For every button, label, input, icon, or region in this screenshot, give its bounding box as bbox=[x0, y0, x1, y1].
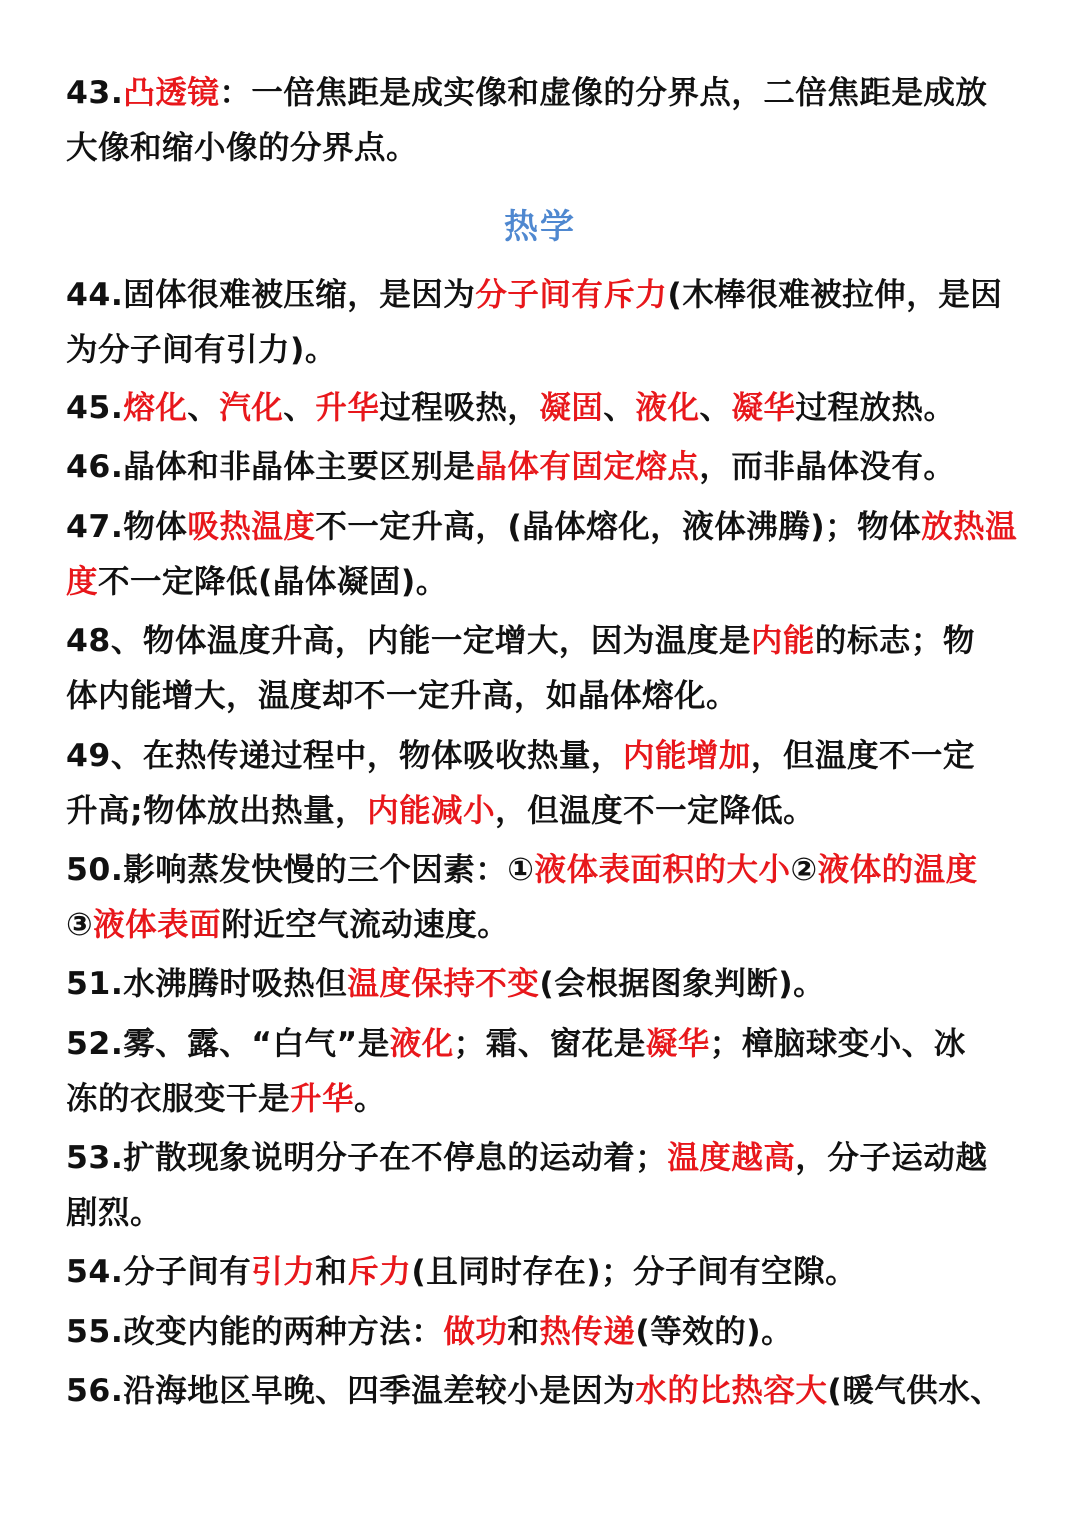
body-text: 。 bbox=[354, 1081, 387, 1117]
text-line bbox=[66, 66, 1016, 121]
text-line bbox=[66, 957, 1016, 1012]
item-47 bbox=[66, 500, 1016, 610]
body-text: 冻的衣服变干是 bbox=[66, 1081, 291, 1117]
item-45 bbox=[66, 381, 1016, 436]
body-text: 为分子间有引力)。 bbox=[66, 332, 337, 368]
highlight-text: 分子间有斥力 bbox=[475, 277, 668, 313]
body-text: 大像和缩小像的分界点。 bbox=[66, 130, 419, 166]
highlight-text: 温度越高 bbox=[667, 1140, 796, 1176]
highlight-text: 液体表面 bbox=[93, 907, 222, 943]
text-line bbox=[66, 1072, 1016, 1127]
body-text: 、 bbox=[699, 390, 732, 426]
body-text: 44.固体很难被压缩，是因为 bbox=[66, 277, 476, 313]
text-line bbox=[66, 555, 1016, 610]
body-text: 过程放热。 bbox=[795, 390, 956, 426]
body-text: ，但温度不一定降低。 bbox=[495, 793, 816, 829]
body-text: 51.水沸腾时吸热但 bbox=[66, 966, 348, 1002]
body-text: (会根据图象判断)。 bbox=[539, 966, 826, 1002]
item-51 bbox=[66, 957, 1016, 1012]
text-line bbox=[66, 1131, 1016, 1186]
highlight-text: 内能减小 bbox=[367, 793, 496, 829]
text-line bbox=[66, 1186, 1016, 1241]
text-line bbox=[66, 898, 1016, 953]
body-text: ，分子运动越 bbox=[795, 1140, 988, 1176]
highlight-text: 晶体有固定熔点 bbox=[475, 449, 700, 485]
highlight-text: 凝固 bbox=[539, 390, 604, 426]
text-line bbox=[66, 784, 1016, 839]
body-text: (暖气供水、 bbox=[827, 1373, 1003, 1409]
body-text: 54.分子间有 bbox=[66, 1254, 252, 1290]
body-text: (且同时存在)；分子间有空隙。 bbox=[411, 1254, 858, 1290]
text-line bbox=[66, 1364, 1016, 1419]
item-56 bbox=[66, 1364, 1016, 1419]
body-text: 不一定升高，(晶体熔化，液体沸腾)；物体 bbox=[315, 509, 922, 545]
body-text: 50.影响蒸发快慢的三个因素：① bbox=[66, 852, 535, 888]
highlight-text: 液化 bbox=[389, 1026, 454, 1062]
item-46 bbox=[66, 440, 1016, 495]
body-text: 46.晶体和非晶体主要区别是 bbox=[66, 449, 476, 485]
body-text: 附近空气流动速度。 bbox=[221, 907, 510, 943]
section-title-heat: 热学 bbox=[504, 207, 576, 247]
body-text: ，而非晶体没有。 bbox=[699, 449, 956, 485]
text-line bbox=[66, 1305, 1016, 1360]
body-text: 、 bbox=[603, 390, 636, 426]
body-text: 剧烈。 bbox=[66, 1195, 163, 1231]
highlight-text: 放热温 bbox=[921, 509, 1018, 545]
body-text: 升高;物体放出热量， bbox=[66, 793, 368, 829]
body-text: 过程吸热， bbox=[379, 390, 540, 426]
highlight-text: 汽化 bbox=[219, 390, 284, 426]
body-text: (等效的)。 bbox=[635, 1314, 794, 1350]
body-text: 体内能增大，温度却不一定升高，如晶体熔化。 bbox=[66, 678, 739, 714]
item-43 bbox=[66, 66, 1016, 176]
body-text: ；霜、窗花是 bbox=[453, 1026, 646, 1062]
text-line bbox=[66, 669, 1016, 724]
highlight-text: 吸热温度 bbox=[187, 509, 316, 545]
body-text: 56.沿海地区早晚、四季温差较小是因为 bbox=[66, 1373, 636, 1409]
body-text: 不一定降低(晶体凝固)。 bbox=[98, 564, 448, 600]
item-44 bbox=[66, 268, 1016, 378]
text-line bbox=[66, 843, 1016, 898]
highlight-text: 内能 bbox=[750, 623, 815, 659]
text-line bbox=[66, 614, 1016, 669]
text-line bbox=[66, 1245, 1016, 1300]
body-text: 、 bbox=[283, 390, 316, 426]
highlight-text: 熔化 bbox=[123, 390, 188, 426]
body-text: ：一倍焦距是成实像和虚像的分界点，二倍焦距是成放 bbox=[219, 75, 988, 111]
text-line bbox=[66, 268, 1016, 323]
item-52 bbox=[66, 1017, 1016, 1127]
body-text: ；樟脑球变小、冰 bbox=[709, 1026, 966, 1062]
highlight-text: 升华 bbox=[315, 390, 380, 426]
text-line bbox=[66, 729, 1016, 784]
body-text: 和 bbox=[315, 1254, 348, 1290]
body-text: 、 bbox=[187, 390, 220, 426]
text-line bbox=[66, 440, 1016, 495]
item-50 bbox=[66, 843, 1016, 953]
body-text: 55.改变内能的两种方法： bbox=[66, 1314, 444, 1350]
highlight-text: 凝华 bbox=[731, 390, 796, 426]
highlight-text: 斥力 bbox=[347, 1254, 412, 1290]
body-text: 的标志；物 bbox=[814, 623, 975, 659]
highlight-text: 热传递 bbox=[539, 1314, 636, 1350]
body-text: 48、物体温度升高，内能一定增大，因为温度是 bbox=[66, 623, 751, 659]
highlight-text: 水的比热容大 bbox=[635, 1373, 828, 1409]
highlight-text: 引力 bbox=[251, 1254, 316, 1290]
body-text: 45. bbox=[66, 390, 124, 426]
highlight-text: 凝华 bbox=[645, 1026, 710, 1062]
item-53 bbox=[66, 1131, 1016, 1241]
item-49 bbox=[66, 729, 1016, 839]
highlight-text: 内能增加 bbox=[622, 738, 751, 774]
text-line bbox=[66, 500, 1016, 555]
text-line bbox=[66, 1017, 1016, 1072]
highlight-text: 升华 bbox=[290, 1081, 355, 1117]
body-text: 和 bbox=[507, 1314, 540, 1350]
highlight-text: 液体表面积的大小 bbox=[534, 852, 791, 888]
text-line bbox=[66, 121, 1016, 176]
body-text: ② bbox=[790, 852, 818, 888]
body-text: 49、在热传递过程中，物体吸收热量， bbox=[66, 738, 623, 774]
body-text: 53.扩散现象说明分子在不停息的运动着； bbox=[66, 1140, 668, 1176]
text-line bbox=[66, 381, 1016, 436]
body-text: 52.雾、露、“白气”是 bbox=[66, 1026, 390, 1062]
body-text: 47.物体 bbox=[66, 509, 188, 545]
body-text: (木棒很难被拉伸，是因 bbox=[667, 277, 1003, 313]
item-55 bbox=[66, 1305, 1016, 1360]
item-48 bbox=[66, 614, 1016, 724]
highlight-text: 度 bbox=[66, 564, 99, 600]
highlight-text: 凸透镜 bbox=[123, 75, 220, 111]
item-54 bbox=[66, 1245, 1016, 1300]
highlight-text: 做功 bbox=[443, 1314, 508, 1350]
highlight-text: 液体的温度 bbox=[817, 852, 978, 888]
body-text: 43. bbox=[66, 75, 124, 111]
text-line bbox=[66, 323, 1016, 378]
body-text: ③ bbox=[66, 907, 94, 943]
highlight-text: 液化 bbox=[635, 390, 700, 426]
highlight-text: 温度保持不变 bbox=[347, 966, 540, 1002]
body-text: ，但温度不一定 bbox=[750, 738, 975, 774]
